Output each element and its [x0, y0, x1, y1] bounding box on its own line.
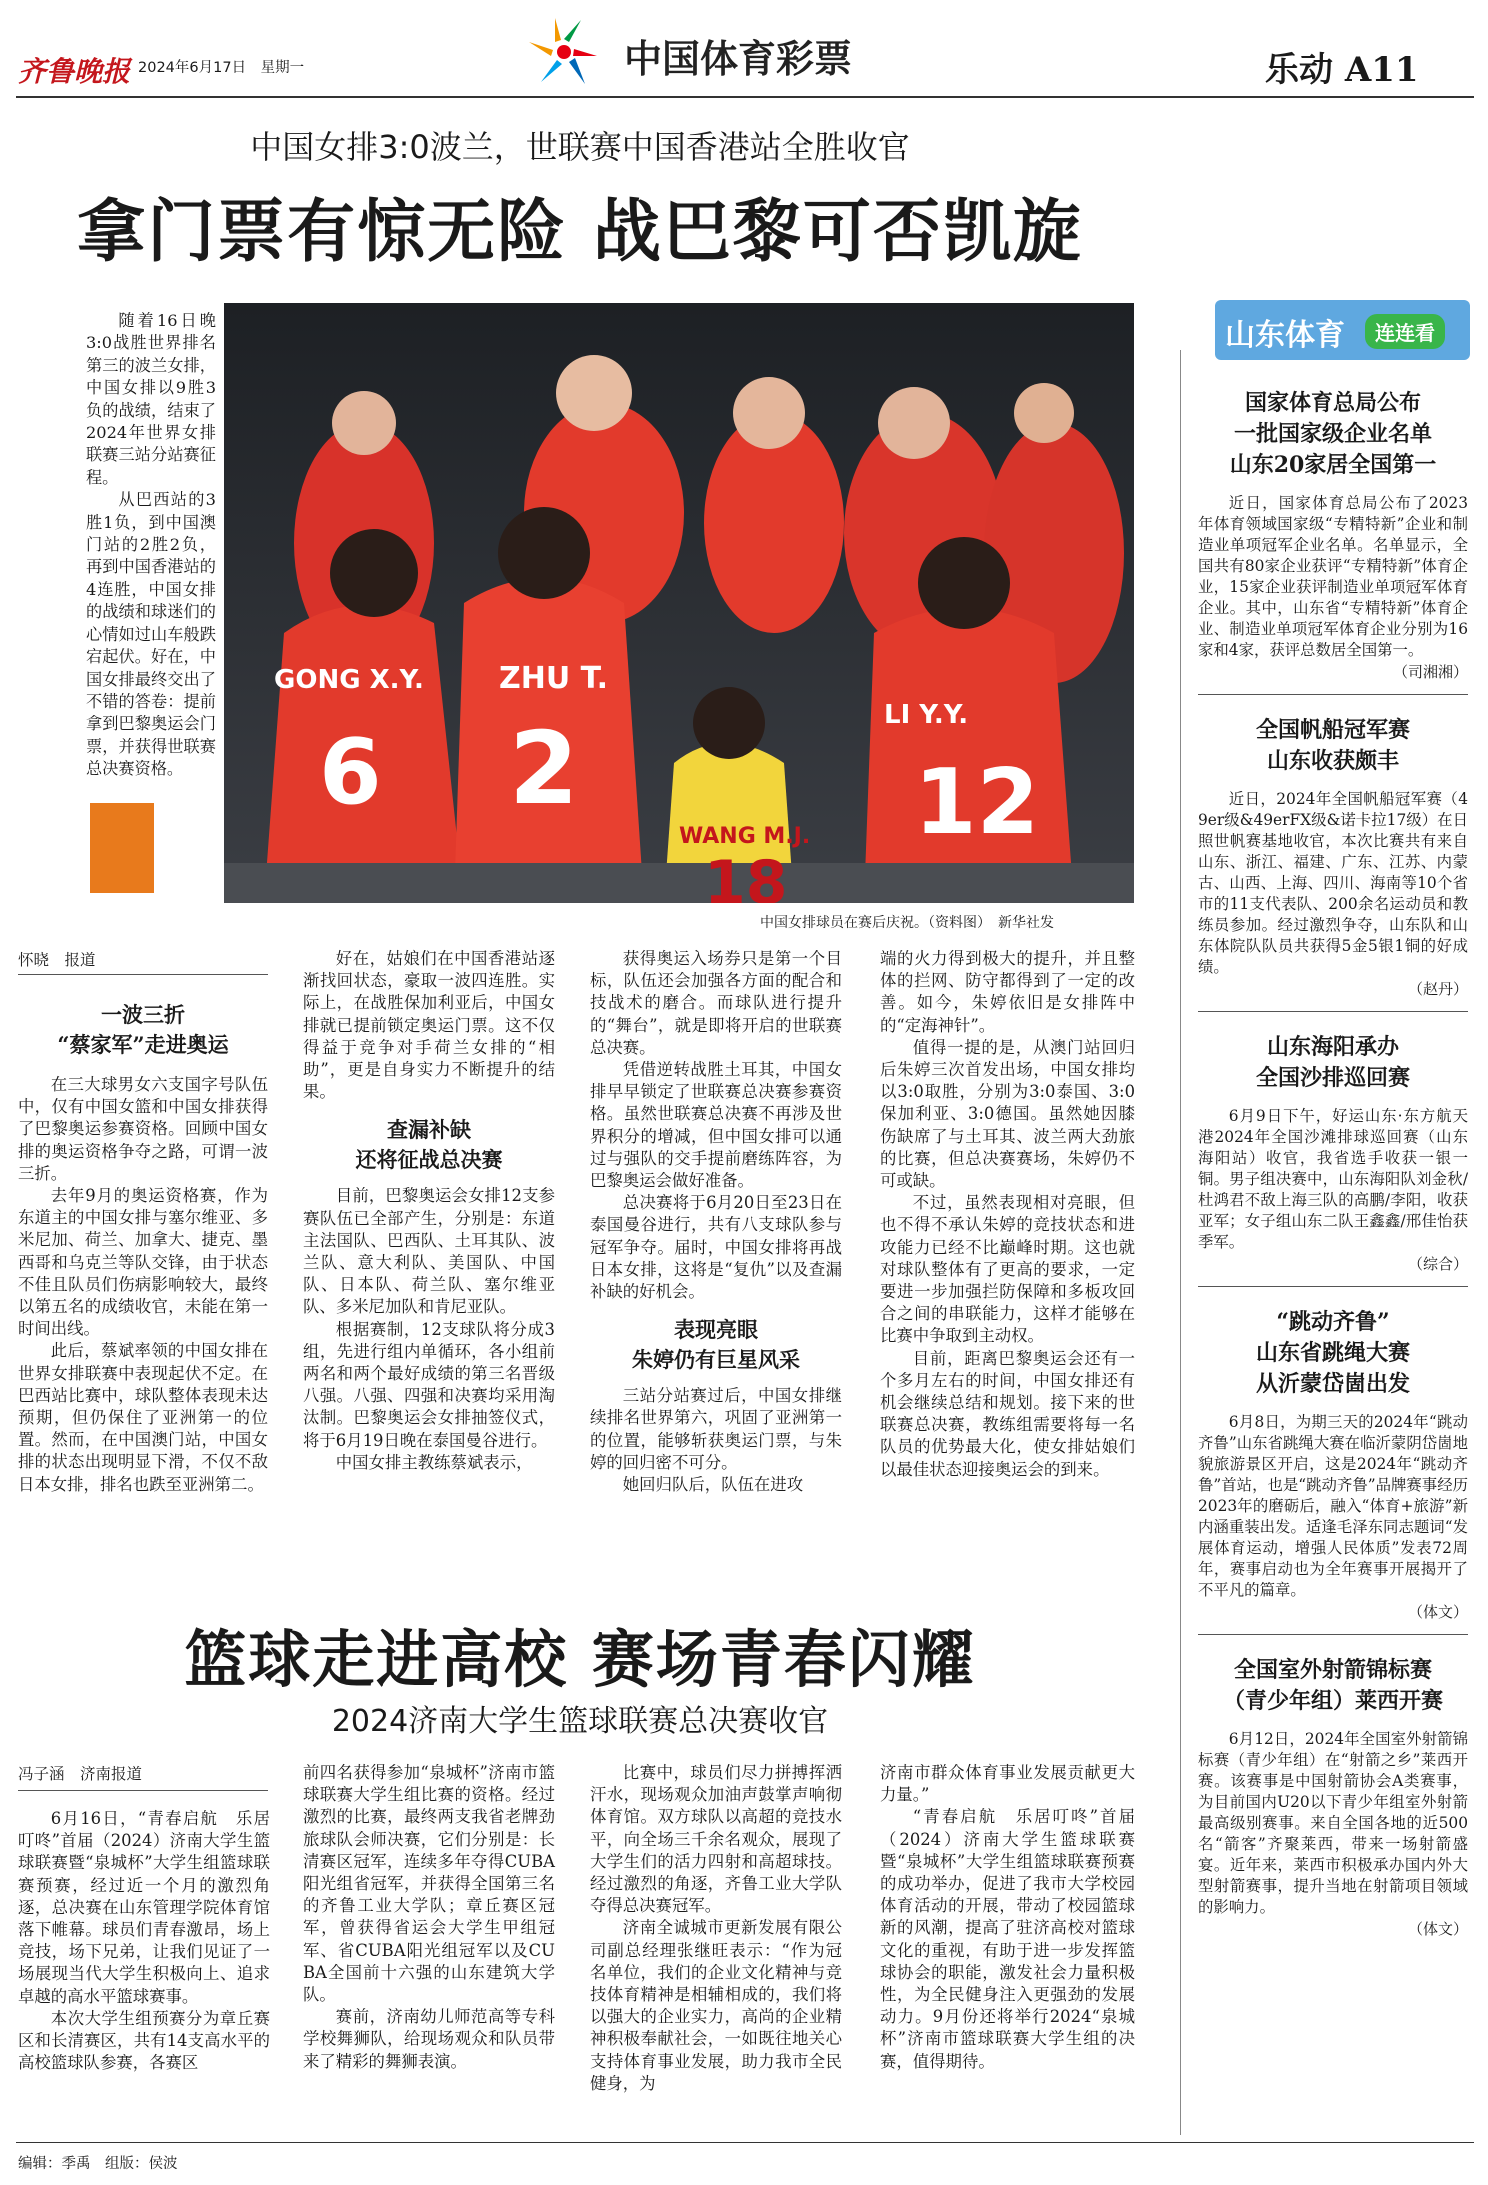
body-paragraph: 获得奥运入场券只是第一个目标，队伍还会加强各方面的配合和技战术的磨合。而球队进行提升的“舞台”，就是即将开启的世联赛总决赛。 — [590, 949, 842, 1057]
body-paragraph: 济南全诚城市更新发展有限公司副总经理张继旺表示：“作为冠名单位，我们的企业文化精神与竞技体育精神是相辅相成的，我们将以强大的企业实力，高尚的企业精神积极奉献社会，一如既往地关心支持体育事业发展，助力我市全民健身，为 — [590, 1918, 842, 2093]
sidebar-article-title: 山东收获颇丰 — [1266, 748, 1399, 774]
sidebar-body: 6月8日，为期三天的2024年“跳动齐鲁”山东省跳绳大赛在临沂蒙阴岱崮地貌旅游景区开启，这是2024年“跳动齐鲁”首站，也是“跳动齐鲁”品牌赛事经历2023年的磨砺后，融入“体育+旅游”新内涵重装出发。适逢毛泽东同志题词“发展体育运动，增强人民体质”发表72周年，赛事启动也为全年赛事开展揭开了不平凡的篇章。 — [1198, 1413, 1468, 1599]
jersey-name: WANG M.J. — [679, 824, 811, 849]
footer-divider — [16, 2142, 1474, 2143]
jersey-number: 12 — [914, 750, 1040, 855]
body-paragraph: 三站分站赛过后，中国女排继续排名世界第六，巩固了亚洲第一的位置，能够斩获奥运门票，与朱婷的回归密不可分。 — [590, 1386, 842, 1472]
sidebar-source: （体文） — [1407, 1920, 1468, 1938]
sidebar-rule — [1198, 694, 1468, 695]
sidebar-article — [1198, 1655, 1468, 1939]
sidebar-article-title: 全国室外射箭锦标赛 — [1233, 1657, 1432, 1683]
sidebar-body: 近日，2024年全国帆船冠军赛（49er级&49erFX级&诺卡拉17级）在日照世帆赛基地收官，本次比赛共有来自山东、浙江、福建、广东、江苏、内蒙古、山西、上海、四川、海南等10个省市的11支代表队、200余名运动员和教练员参加。经过激烈争夺，山东队和山东体院队队员共获得5金5银1铜的好成绩。 — [1198, 790, 1468, 976]
masthead-divider — [16, 96, 1474, 98]
sidebar-source: （体文） — [1407, 1603, 1468, 1621]
jersey-number: 2 — [509, 710, 579, 827]
lead-headline: 拿门票有惊无险 战巴黎可否凯旋 — [77, 192, 1083, 272]
subhead-kicker: 一波三折 — [101, 1002, 185, 1027]
badge-title: 山东体育 — [1225, 318, 1345, 353]
sidebar-article-title: 一批国家级企业名单 — [1233, 421, 1432, 447]
sidebar-article-title: 从沂蒙岱崮出发 — [1255, 1371, 1410, 1397]
body-paragraph: 不过，虽然表现相对亮眼，但也不得不承认朱婷的竞技状态和进攻能力已经不比巅峰时期。这也就对球队整体有了更高的要求，一定要进一步加强拦防保障和多板攻回合之间的串联能力，这样才能够在比赛中争取到主动权。 — [880, 1193, 1135, 1346]
badge-tag: 连连看 — [1365, 314, 1445, 349]
body-paragraph: 凭借逆转战胜土耳其，中国女排早早锁定了世联赛总决赛参赛资格。虽然世联赛总决赛不再涉及世界积分的增减，但中国女排可以通过与强队的交手提前磨练阵容，为巴黎奥运会做好准备。 — [590, 1060, 842, 1191]
sidebar-article — [1198, 388, 1468, 682]
subhead-title: 还将征战总决赛 — [355, 1147, 503, 1173]
body-paragraph: 济南市群众体育事业发展贡献更大力量。” — [880, 1763, 1135, 1805]
accent-block — [90, 803, 154, 893]
sidebar-source: （赵丹） — [1407, 980, 1468, 998]
sidebar-article — [1198, 1032, 1468, 1274]
second-headline: 篮球走进高校 赛场青春闪耀 — [184, 1623, 976, 1696]
sidebar-article-title: 山东省跳绳大赛 — [1255, 1340, 1410, 1366]
body-paragraph: 此后，蔡斌率领的中国女排在世界女排联赛中表现起伏不定。在巴西站比赛中，球队整体表现未达预期，但仍保住了亚洲第一的位置。然而，在中国澳门站，中国女排的状态出现明显下滑，不仅不敌日本女排，排名也跌至亚洲第二。 — [18, 1341, 268, 1494]
subhead-title: 朱婷仍有巨星风采 — [632, 1347, 800, 1373]
lead-kicker: 中国女排3:0波兰，世联赛中国香港站全胜收官 — [250, 128, 910, 166]
second-byline: 冯子涵 济南报道 — [18, 1765, 143, 1783]
sidebar-article — [1198, 715, 1468, 999]
photo-caption: 中国女排球员在赛后庆祝。（资料图） 新华社发 — [760, 915, 1054, 931]
body-paragraph: 目前，距离巴黎奥运会还有一个多月左右的时间，中国女排还有机会继续总结和规划。接下来的世联赛总决赛，教练组需要将每一名队员的优势最大化，使女排姑娘们以最佳状态迎接奥运会的到来。 — [880, 1348, 1135, 1479]
body-paragraph: 值得一提的是，从澳门站回归后朱婷三次首发出场，中国女排均以3:0取胜，分别为3:0泰国、3:0保加利亚、3:0德国。虽然她因膝伤缺席了与土耳其、波兰两大劲旅的比赛，但总决赛赛场，朱婷仍不可或缺。 — [880, 1037, 1135, 1191]
subhead-title: “蔡家军”走进奥运 — [57, 1032, 229, 1057]
body-paragraph: 在三大球男女六支国字号队伍中，仅有中国女篮和中国女排获得了巴黎奥运参赛资格。回顾中国女排的奥运资格争夺之路，可谓一波三折。 — [18, 1075, 268, 1183]
lead-column-1 — [18, 1000, 268, 1496]
subhead-kicker: 查漏补缺 — [387, 1117, 471, 1143]
second-subheadline: 2024济南大学生篮球联赛总决赛收官 — [331, 1704, 829, 1739]
body-paragraph: 她回归队后，队伍在进攻 — [622, 1475, 804, 1495]
newspaper-name: 齐鲁晚报 — [18, 55, 131, 88]
byline-rule — [18, 1790, 268, 1791]
body-paragraph: 赛前，济南幼儿师范高等专科学校舞狮队，给现场观众和队员带来了精彩的舞狮表演。 — [303, 2007, 555, 2071]
sidebar-article-title: 国家体育总局公布 — [1244, 390, 1421, 416]
body-paragraph: 根据赛制，12支球队将分成3组，先进行组内单循环，各小组前两名和两个最好成绩的第三名晋级八强。八强、四强和决赛均采用淘汰制。巴黎奥运会女排抽签仪式，将于6月19日晚在泰国曼谷进行。 — [303, 1319, 555, 1450]
lead-intro — [86, 310, 216, 781]
sidebar-rule — [1198, 1286, 1468, 1287]
jersey-number: 18 — [704, 848, 788, 903]
sidebar-source: （司湘湘） — [1392, 663, 1468, 681]
intro-paragraph: 随着16日晚3:0战胜世界排名第三的波兰女排，中国女排以9胜3负的战绩，结束了2024年世界女排联赛三站分站赛征程。 — [86, 311, 216, 487]
sidebar-article-title: 山东20家居全国第一 — [1229, 452, 1437, 478]
body-paragraph: 目前，巴黎奥运会女排12支参赛队伍已全部产生，分别是：东道主法国队、巴西队、土耳其队、波兰队、意大利队、美国队、中国队、日本队、荷兰队、塞尔维亚队、多米尼加队和肯尼亚队。 — [303, 1186, 555, 1317]
sidebar-rule — [1198, 1011, 1468, 1012]
body-paragraph: 比赛中，球员们尽力拼搏挥洒汗水，现场观众加油声鼓掌声响彻体育馆。双方球队以高超的竞技水平，向全场三千余名观众，展现了大学生们的活力四射和高超球技。经过激烈的角逐，齐鲁工业大学队夺得总决赛冠军。 — [590, 1763, 842, 1916]
section-page-label: 乐动 A11 — [1265, 50, 1419, 90]
second-column-3 — [590, 1762, 842, 2095]
lead-column-2 — [303, 948, 555, 1474]
jersey-name: GONG X.Y. — [274, 665, 424, 695]
second-column-4 — [880, 1762, 1135, 2073]
body-paragraph: 端的火力得到极大的提升，并且整体的拦网、防守都得到了一定的改善。如今，朱婷依旧是女排阵中的“定海神针”。 — [880, 949, 1135, 1035]
body-paragraph: 去年9月的奥运资格赛，作为东道主的中国女排与塞尔维亚、多米尼加、荷兰、加拿大、捷克、墨西哥和乌克兰等队交锋，由于状态不佳且队员们伤病影响较大，最终以第五名的成绩收官，未能在第一时间出线。 — [18, 1186, 268, 1339]
lottery-title: 中国体育彩票 — [624, 37, 853, 81]
lead-column-3 — [590, 948, 842, 1496]
sidebar-column — [1198, 388, 1468, 1939]
issue-date: 2024年6月17日 星期一 — [138, 60, 305, 76]
body-paragraph: 好在，姑娘们在中国香港站逐渐找回状态，豪取一波四连胜。实际上，在战胜保加利亚后，中国女排就已提前锁定奥运门票。这不仅得益于竞争对手荷兰女排的“相助”，更是自身实力不断提升的结果。 — [303, 949, 555, 1102]
jersey-number: 6 — [319, 720, 382, 825]
byline-rule — [18, 974, 268, 975]
sidebar-article-title: 全国沙排巡回赛 — [1255, 1065, 1410, 1091]
sidebar-article — [1198, 1307, 1468, 1622]
sidebar-source: （综合） — [1407, 1255, 1468, 1273]
body-paragraph: “青春启航 乐居叮咚”首届（2024）济南大学生篮球联赛暨“泉城杯”大学生组篮球联赛预赛的成功举办，促进了我市大学校园体育活动的开展，带动了校园篮球新的风潮，提高了驻济高校对篮球文化的重视，有助于进一步发挥篮球协会的职能，激发社会力量积极性，为全民健身注入更强劲的发展动力。9月份还将举行2024“泉城杯”济南市篮球联赛大学生组的决赛，值得期待。 — [880, 1807, 1135, 2071]
sidebar-article-title: “跳动齐鲁” — [1276, 1309, 1390, 1335]
body-paragraph: 中国女排主教练蔡斌表示， — [335, 1452, 533, 1472]
jersey-name: ZHU T. — [499, 661, 608, 696]
sidebar-divider — [1180, 350, 1181, 2135]
body-paragraph: 前四名获得参加“泉城杯”济南市篮球联赛大学生组比赛的资格。经过激烈的比赛，最终两支我省老牌劲旅球队会师决赛，它们分别是：长清赛区冠军，连续多年夺得CUBA阳光组省冠军，并获得全国第三名的齐鲁工业大学队；章丘赛区冠军，曾获得省运会大学生甲组冠军、省CUBA阳光组冠军以及CUBA全国前十六强的山东建筑大学队。 — [303, 1763, 555, 2005]
second-column-1 — [18, 1808, 270, 2074]
body-paragraph: 总决赛将于6月20日至23日在泰国曼谷进行，共有八支球队参与冠军争夺。届时，中国女排将再战日本女排，这将是“复仇”以及查漏补缺的好机会。 — [590, 1193, 842, 1302]
sidebar-body: 近日，国家体育总局公布了2023年体育领域国家级“专精特新”企业和制造业单项冠军企业名单。名单显示，全国共有80家企业获评“专精特新”体育企业，15家企业获评制造业单项冠军体育企业。其中，山东省“专精特新”体育企业、制造业单项冠军体育企业分别为16家和4家，获评总数居全国第一。 — [1198, 494, 1468, 659]
sidebar-article-title: （青少年组）莱西开赛 — [1222, 1688, 1443, 1714]
intro-paragraph: 从巴西站的3胜1负，到中国澳门站的2胜2负，再到中国香港站的4连胜，中国女排的战绩和球迷们的心情如过山车般跌宕起伏。好在，中国女排最终交出了不错的答卷：提前拿到巴黎奥运会门票，并获得世联赛总决赛资格。 — [86, 490, 216, 779]
sidebar-body: 6月12日，2024年全国室外射箭锦标赛（青少年组）在“射箭之乡”莱西开赛。该赛事是中国射箭协会A类赛事，为目前国内U20以下青少年组室外射箭最高级别赛事。来自全国各地的近500名“箭客”齐聚莱西，带来一场射箭盛宴。近年来，莱西市积极承办国内外大型射箭赛事，提升当地在射箭项目领域的影响力。 — [1198, 1730, 1468, 1916]
sidebar-rule — [1198, 1634, 1468, 1635]
lottery-logo-icon — [525, 12, 603, 90]
sidebar-article-title: 全国帆船冠军赛 — [1255, 717, 1410, 743]
body-paragraph: 本次大学生组预赛分为章丘赛区和长清赛区，共有14支高水平的高校篮球队参赛，各赛区 — [18, 2008, 270, 2073]
sidebar-body: 6月9日下午，好运山东·东方航天港2024年全国沙滩排球巡回赛（山东海阳站）收官，我省选手收获一银一铜。男子组决赛中，山东海阳队刘金秋/杜鸿君不敌上海三队的高鹏/李阳，收获亚军；女子组山东二队王鑫鑫/邢佳怡获季军。 — [1198, 1107, 1468, 1251]
body-paragraph: 6月16日，“青春启航 乐居叮咚”首届（2024）济南大学生篮球联赛暨“泉城杯”大学生组篮球联赛预赛，经过近一个月的激烈角逐，总决赛在山东管理学院体育馆落下帷幕。球员们青春激昂，场上竞技，场下兄弟，让我们见证了一场展现当代大学生积极向上、追求卓越的高水平篮球赛事。 — [18, 1809, 270, 2006]
sidebar-article-title: 山东海阳承办 — [1266, 1034, 1399, 1060]
jersey-name: LI Y.Y. — [884, 700, 969, 730]
photo-illustration — [224, 303, 1134, 903]
second-column-2 — [303, 1762, 555, 2073]
lead-column-4 — [880, 948, 1135, 1481]
sidebar-badge — [1215, 300, 1470, 360]
page-credits: 编辑：季禹 组版：侯波 — [18, 2156, 178, 2172]
team-celebration-photo — [224, 303, 1134, 903]
subhead-kicker: 表现亮眼 — [674, 1317, 758, 1343]
lead-byline: 怀晓 报道 — [18, 951, 96, 969]
